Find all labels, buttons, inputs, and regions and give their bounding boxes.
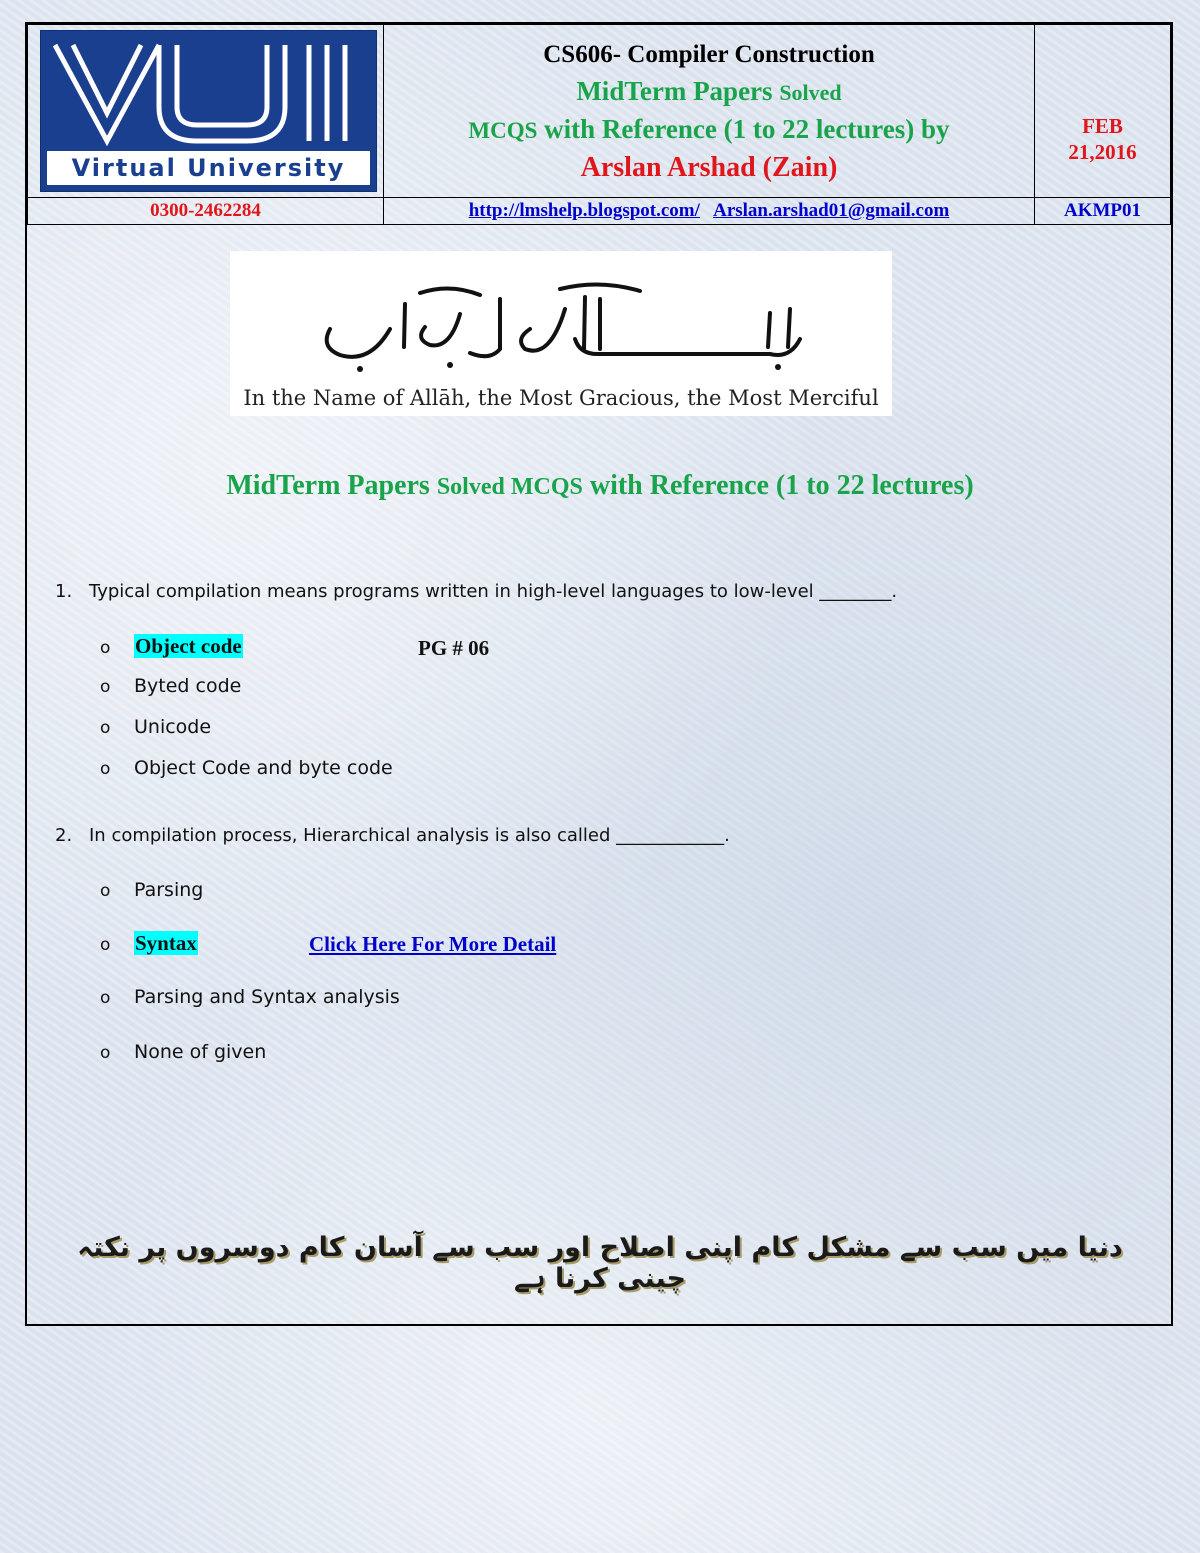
page-reference: PG # 06 (418, 636, 490, 660)
question-number: 2. (55, 825, 73, 846)
option-bullet: o (100, 935, 111, 955)
option-text: Unicode (134, 716, 212, 738)
course-title: CS606- Compiler Construction (543, 41, 875, 68)
subtitle-mcqs: MCQS (468, 118, 538, 143)
vu-logo (40, 30, 377, 192)
option-bullet: o (100, 1043, 111, 1063)
question-2 (55, 825, 730, 846)
q1-option-3 (100, 716, 211, 738)
option-text: Parsing (134, 879, 204, 901)
q1-option-4 (100, 757, 393, 779)
subtitle-small: Solved (779, 80, 842, 105)
author-name: Arslan Arshad (Zain) (580, 152, 838, 183)
subtitle-line (384, 73, 1034, 111)
more-detail-link[interactable]: Click Here For More Detail (309, 932, 557, 956)
option-bullet: o (100, 638, 111, 658)
correct-answer-highlight: Syntax (135, 931, 197, 955)
option-text: None of given (134, 1041, 267, 1063)
option-bullet: o (100, 718, 111, 738)
date-day-year: 21,2016 (1068, 140, 1137, 164)
date-month: FEB (1082, 114, 1123, 138)
q1-option-1 (100, 634, 243, 659)
question-text: Typical compilation means programs written in high-level languages to low-level ________. (89, 581, 898, 602)
urdu-quote: دنیا میں سب سے مشکل کام اپنی اصلاح اور سب سے آسان کام دوسروں پر نکتہ چینی کرنا ہے (77, 1232, 1123, 1294)
q2-option-4 (100, 1041, 266, 1063)
subtitle-main: MidTerm Papers (576, 76, 773, 106)
question-number: 1. (55, 581, 73, 602)
page-frame (25, 22, 1173, 1326)
blog-link[interactable]: http://lmshelp.blogspot.com/ (468, 200, 700, 221)
bismillah-calligraphy-icon (300, 269, 820, 379)
option-text: Parsing and Syntax analysis (134, 986, 400, 1008)
option-text: Byted code (134, 675, 242, 697)
header-table (27, 24, 1171, 225)
paper-code: AKMP01 (1035, 198, 1171, 225)
question-text: In compilation process, Hierarchical analysis is also called ____________. (89, 825, 730, 846)
section-title-rest: with Reference (1 to 22 lectures) (589, 470, 974, 501)
subtitle-line-2 (384, 111, 1034, 149)
correct-answer-highlight: Object code (135, 634, 242, 658)
logo-wordmark: Virtual University (47, 151, 370, 185)
date-cell (1035, 25, 1171, 198)
section-title-main: MidTerm Papers (226, 470, 430, 501)
option-bullet: o (100, 759, 111, 779)
logo-cell (28, 25, 384, 198)
option-bullet: o (100, 988, 111, 1008)
option-bullet: o (100, 677, 111, 697)
q2-option-3 (100, 986, 400, 1008)
title-cell (384, 25, 1035, 198)
q1-option-2 (100, 675, 241, 697)
q2-option-2 (100, 931, 198, 956)
option-text: Object Code and byte code (134, 757, 393, 779)
contact-links (384, 198, 1035, 225)
section-title-small: Solved MCQS (436, 474, 583, 500)
vu-logo-mark-icon (47, 37, 373, 149)
bismillah-caption: In the Name of Allāh, the Most Gracious, the Most Merciful (243, 386, 879, 410)
email-link[interactable]: Arslan.arshad01@gmail.com (713, 200, 950, 221)
question-1 (55, 581, 897, 602)
phone-number: 0300-2462284 (28, 198, 384, 225)
subtitle-rest: with Reference (1 to 22 lectures) by (544, 114, 950, 144)
option-bullet: o (100, 881, 111, 901)
section-title (0, 470, 1200, 502)
q2-option-1 (100, 879, 203, 901)
bismillah-image (230, 251, 892, 416)
